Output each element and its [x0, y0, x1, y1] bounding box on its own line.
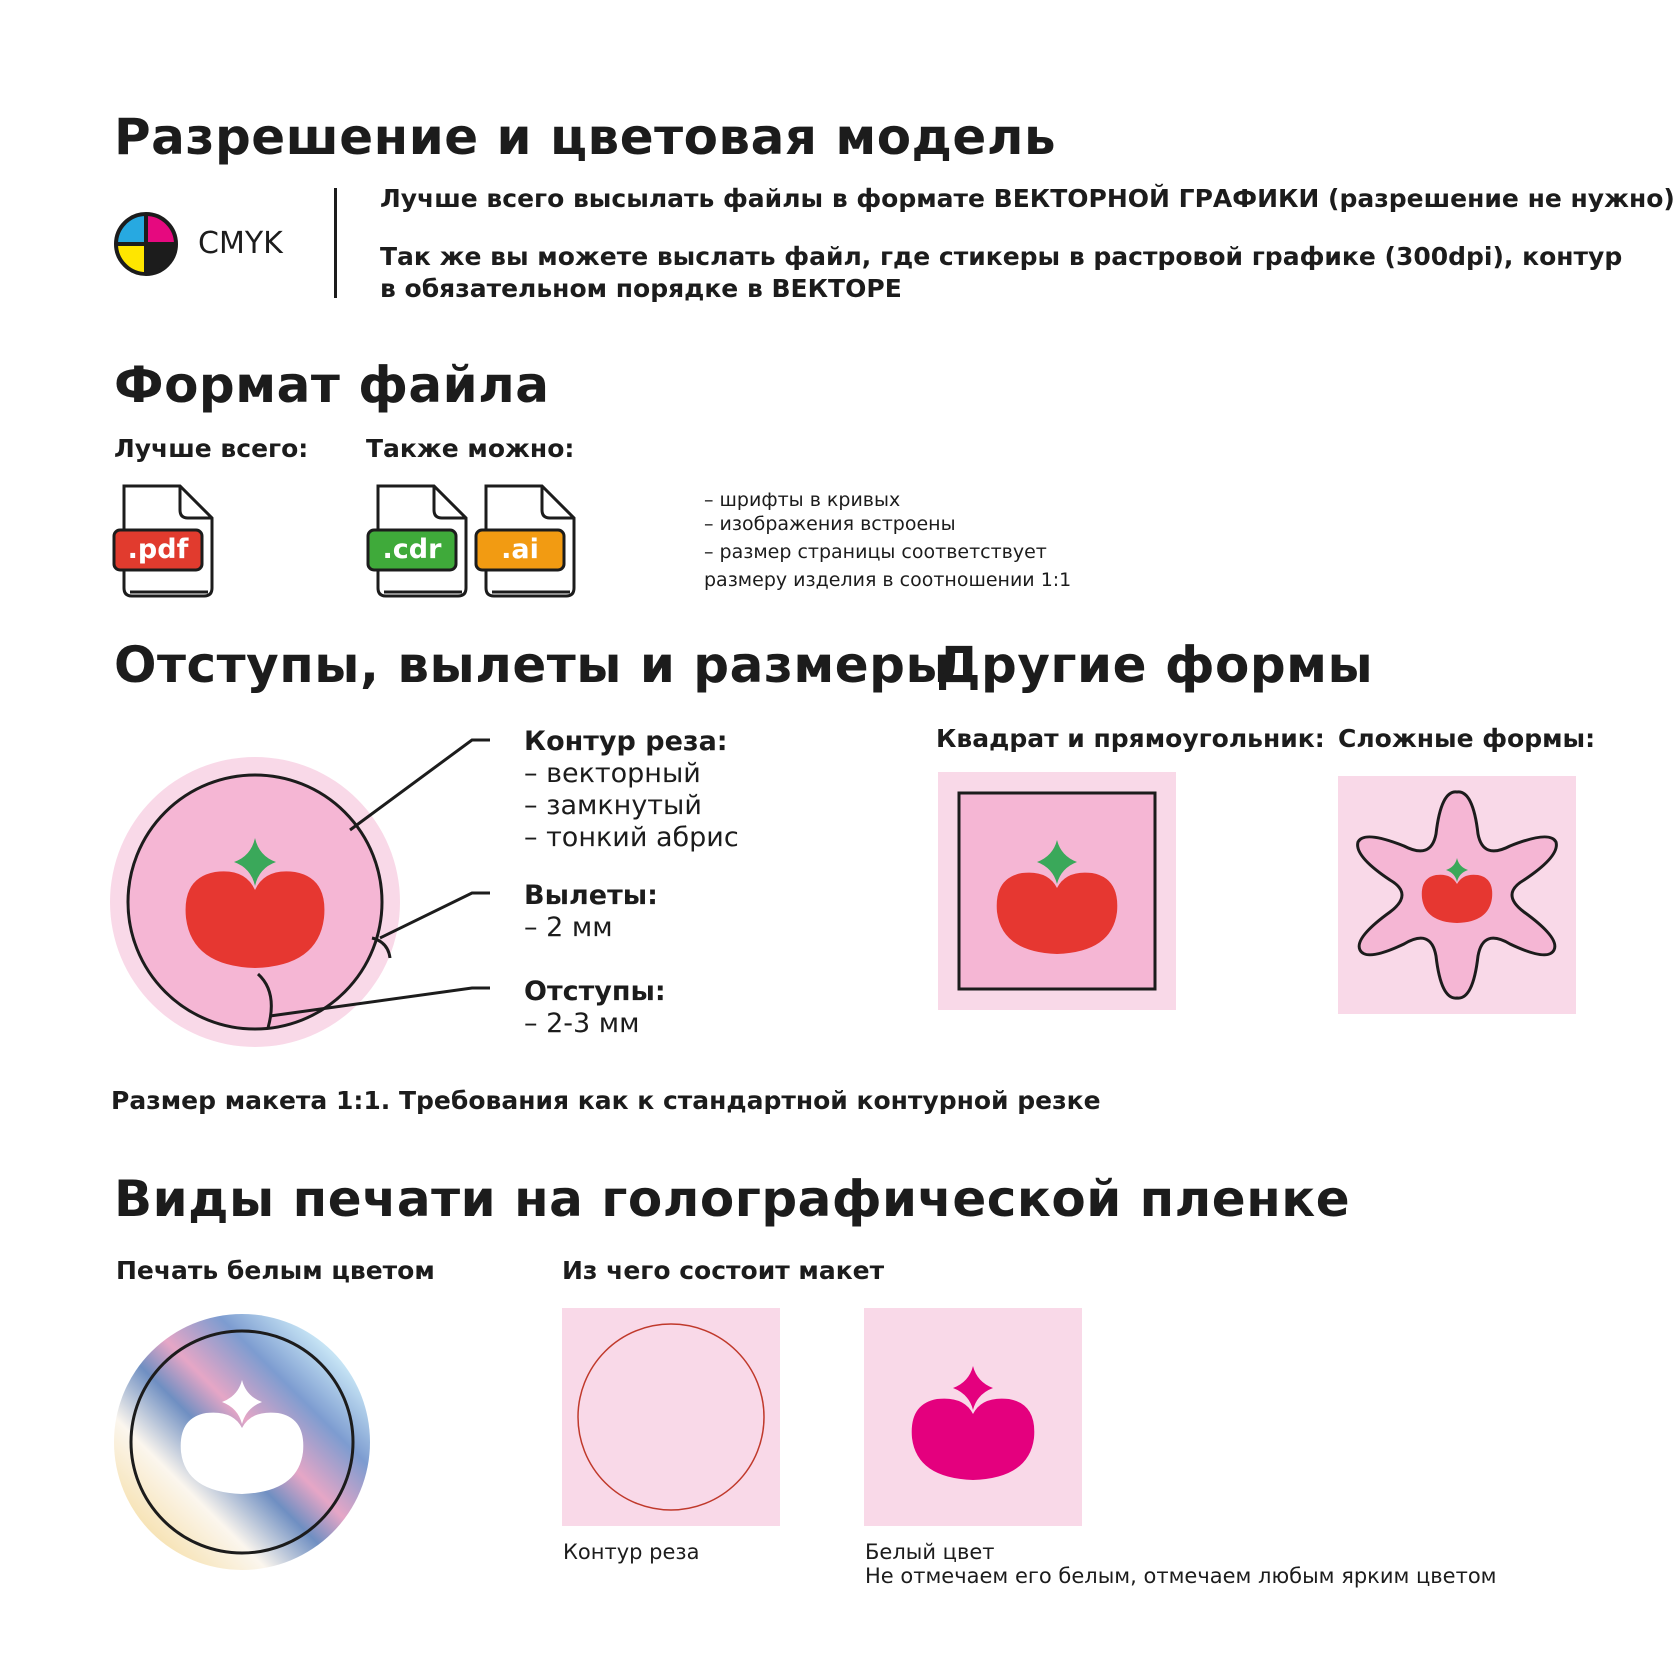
cut-caption: Контур реза	[563, 1540, 700, 1564]
resolution-line-2: Так же вы можете выслать файл, где стикеры в растровой графике (300dpi), контур	[380, 242, 1623, 271]
format-note-2: – изображения встроены	[704, 513, 956, 535]
composition-label: Из чего состоит макет	[562, 1256, 885, 1285]
pdf-file	[112, 484, 216, 598]
bleed-block	[524, 880, 658, 944]
square-sticker	[938, 772, 1176, 1010]
pdf-ext: .pdf	[127, 534, 189, 565]
layout-note: Размер макета 1:1. Требования как к стандартной контурной резке	[111, 1086, 1101, 1115]
complex-label: Сложные формы:	[1338, 724, 1596, 753]
white-layer	[864, 1308, 1082, 1526]
white-note: Не отмечаем его белым, отмечаем любым ярким цветом	[865, 1564, 1497, 1588]
bleed-value: – 2 мм	[524, 912, 613, 943]
sticker-cut-diagram	[100, 720, 520, 1060]
cmyk-icon	[114, 212, 178, 276]
ai-ext: .ai	[501, 534, 539, 565]
cdr-ext: .cdr	[382, 534, 442, 565]
contour-item-3: – тонкий абрис	[524, 822, 739, 853]
ai-file	[474, 484, 578, 598]
divider	[334, 188, 337, 298]
section-title-shapes: Другие формы	[936, 636, 1374, 694]
section-title-format: Формат файла	[114, 356, 550, 414]
format-note-4: размеру изделия в соотношении 1:1	[704, 569, 1072, 591]
contour-title: Контур реза:	[524, 726, 728, 757]
white-print-label: Печать белым цветом	[116, 1256, 435, 1285]
offset-title: Отступы:	[524, 976, 666, 1007]
cut-contour-layer	[562, 1308, 780, 1526]
format-note-1: – шрифты в кривых	[704, 489, 901, 511]
contour-block	[524, 726, 739, 854]
offset-value: – 2-3 мм	[524, 1008, 640, 1039]
best-label: Лучше всего:	[114, 434, 309, 463]
offset-block	[524, 976, 666, 1040]
format-note-3: – размер страницы соответствует	[704, 541, 1047, 563]
white-caption: Белый цвет	[865, 1540, 995, 1564]
complex-sticker	[1338, 776, 1576, 1014]
square-label: Квадрат и прямоугольник:	[936, 724, 1325, 753]
holographic-sticker	[112, 1312, 372, 1572]
bleed-title: Вылеты:	[524, 880, 658, 911]
cdr-file	[366, 484, 470, 598]
cmyk-label: CMYK	[198, 226, 283, 261]
section-title-resolution: Разрешение и цветовая модель	[114, 108, 1057, 166]
section-title-margins: Отступы, вылеты и размеры	[114, 636, 952, 694]
contour-item-1: – векторный	[524, 758, 701, 789]
section-title-holo: Виды печати на голографической пленке	[114, 1170, 1351, 1228]
also-label: Также можно:	[366, 434, 575, 463]
resolution-line-1: Лучше всего высылать файлы в формате ВЕКТОРНОЙ ГРАФИКИ (разрешение не нужно)	[380, 184, 1675, 213]
contour-item-2: – замкнутый	[524, 790, 702, 821]
resolution-line-3: в обязательном порядке в ВЕКТОРЕ	[380, 274, 902, 303]
